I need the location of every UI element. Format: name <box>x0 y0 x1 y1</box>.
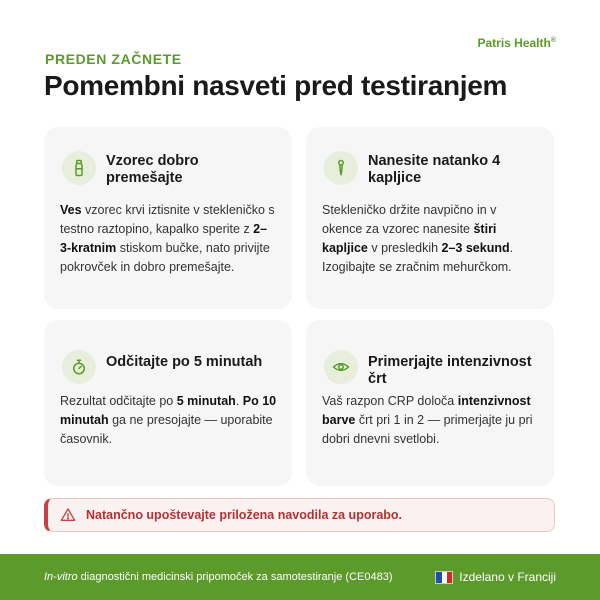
card-body-segment: . <box>235 394 243 408</box>
footer-italic: In-vitro <box>44 571 78 583</box>
card-body-segment: 5 minutah <box>176 394 236 408</box>
tip-card-compare <box>306 320 554 486</box>
french-flag-icon <box>435 571 453 584</box>
card-body-segment: Stekleničko držite navpično in v okence za vzorec nanesite <box>322 203 497 236</box>
card-body-segment: intenzivnost barve <box>322 394 531 427</box>
card-body-segment: Ves <box>60 203 82 217</box>
card-title: Nanesite natanko 4 kapljice <box>368 153 501 186</box>
card-body-segment: 2–3-kratnim <box>60 222 268 255</box>
card-body <box>322 201 540 277</box>
card-body-segment: v presledkih <box>367 241 442 255</box>
tip-card-read <box>44 320 292 486</box>
brand-logo <box>477 36 556 50</box>
tip-card-mix <box>44 127 292 309</box>
stopwatch-icon <box>62 350 96 384</box>
made-in <box>435 570 556 584</box>
footer-bar <box>0 554 600 600</box>
card-title: Vzorec dobro premešajte <box>106 153 199 186</box>
card-body-segment: stiskom bučke, nato privijte pokrovček in dobro premešajte. <box>60 241 270 274</box>
card-body <box>60 392 278 449</box>
card-body-segment: štiri kapljice <box>322 222 497 255</box>
card-title: Odčitajte po 5 minutah <box>106 354 263 370</box>
made-in-text: Izdelano v Franciji <box>459 570 556 584</box>
card-body-segment: ga ne presojajte — uporabite časovnik. <box>60 413 273 446</box>
footer-text: diagnostični medicinski pripomoček za samotestiranje (CE0483) <box>77 571 393 583</box>
dropper-icon <box>324 151 358 185</box>
card-title: Primerjajte intenzivnost črt <box>368 354 532 387</box>
card-body-segment: . Izogibajte se zračnim mehurčkom. <box>322 241 514 274</box>
card-body-segment: 2–3 sekund <box>441 241 510 255</box>
card-body-segment: črt pri 1 in 2 — primerjajte ju pri dobri dnevni svetlobi. <box>322 413 533 446</box>
bottle-icon <box>62 151 96 185</box>
card-body <box>60 201 278 277</box>
warning-triangle-icon <box>60 507 76 523</box>
footer-disclaimer <box>44 571 393 583</box>
card-body-segment: Vaš razpon CRP določa <box>322 394 458 408</box>
card-body-segment: Po 10 minutah <box>60 394 277 427</box>
brand-mark: ® <box>550 37 556 44</box>
brand-name: Patris Health <box>477 36 551 50</box>
eyebrow-label: PREDEN ZAČNETE <box>45 51 182 67</box>
warning-banner <box>44 498 555 532</box>
warning-text: Natančno upoštevajte priložena navodila za uporabo. <box>86 508 403 522</box>
card-body-segment: vzorec krvi iztisnite v stekleničko s testno raztopino, kapalko sperite z <box>60 203 275 236</box>
tip-card-drops <box>306 127 554 309</box>
card-body-segment: Rezultat odčitajte po <box>60 394 177 408</box>
card-body <box>322 392 540 449</box>
page-title: Pomembni nasveti pred testiranjem <box>44 70 508 101</box>
eye-icon <box>324 350 358 384</box>
